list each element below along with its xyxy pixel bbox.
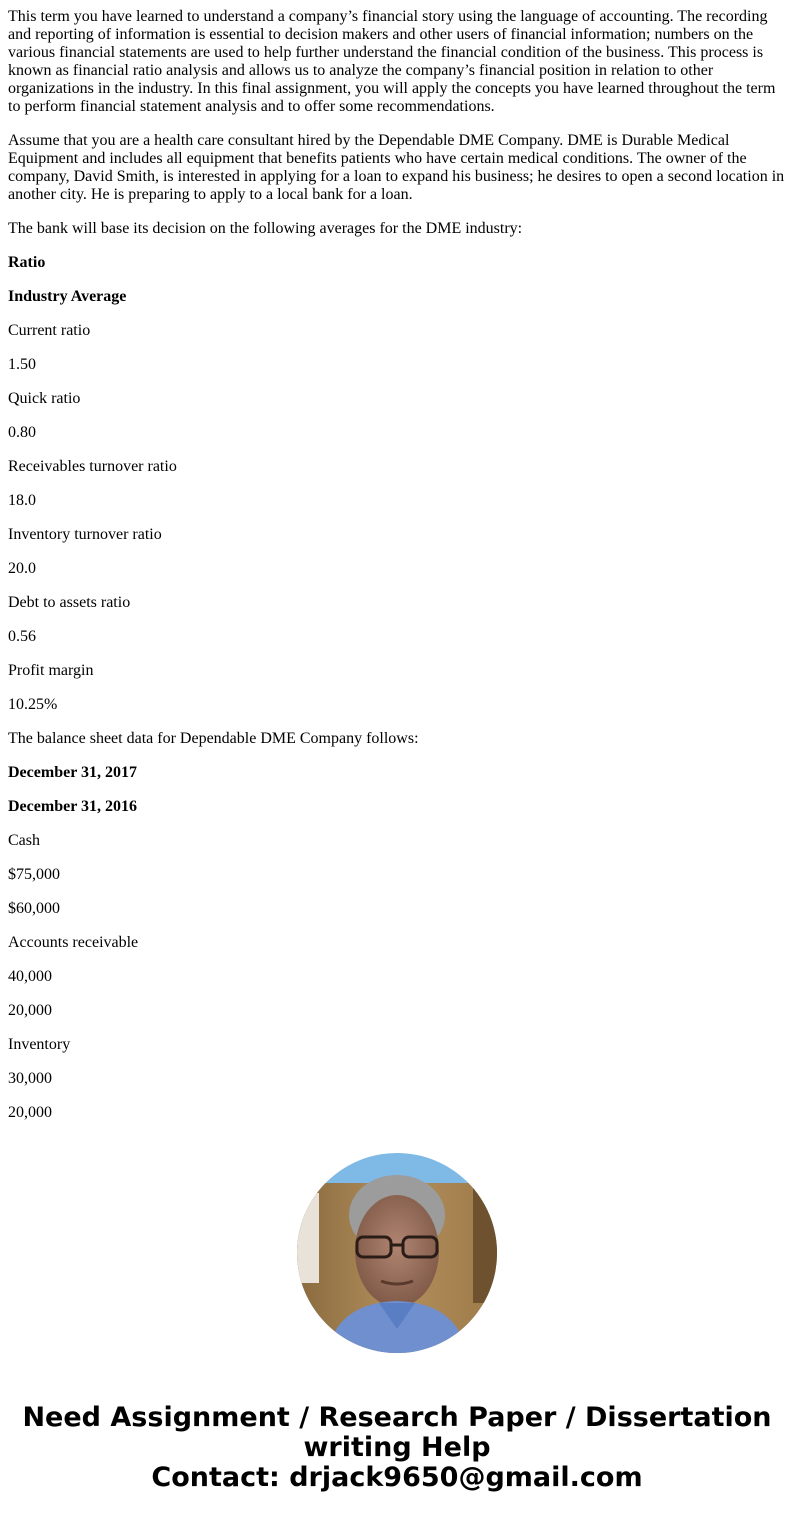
ratio-name: Quick ratio	[8, 390, 81, 407]
balance-value-2017: 30,000	[8, 1070, 52, 1087]
balance-value-2016: $60,000	[8, 900, 60, 917]
balance-col-2017-header: December 31, 2017	[8, 764, 137, 781]
avatar	[297, 1153, 497, 1353]
ratio-name: Inventory turnover ratio	[8, 526, 162, 543]
industry-average-header: Industry Average	[8, 288, 127, 305]
balance-col-2016-header: December 31, 2016	[8, 798, 137, 815]
balance-value-2017: 40,000	[8, 968, 52, 985]
balance-value-2016: 20,000	[8, 1002, 52, 1019]
ratio-value: 0.80	[8, 424, 36, 441]
balance-item-name: Cash	[8, 832, 40, 849]
footer-contact-email: Contact: drjack9650@gmail.com	[151, 1462, 643, 1493]
avatar-photo	[297, 1153, 497, 1353]
balance-sheet-intro: The balance sheet data for Dependable DME Company follows:	[8, 730, 419, 747]
contact-footer	[0, 1403, 794, 1493]
balance-item-name: Inventory	[8, 1036, 71, 1053]
balance-item-name: Accounts receivable	[8, 934, 139, 951]
intro-paragraph-2: Assume that you are a health care consultant hired by the Dependable DME Company. DME is Durable Medical Equipment and includes all equipment that benefits patients who have certain medical conditions. The owner of the company, David Smith, is interested in applying for a loan to expand his business; he desires to open a second location in another city. He is preparing to apply to a local bank for a loan.	[8, 132, 785, 203]
ratio-header: Ratio	[8, 254, 46, 271]
ratio-value: 18.0	[8, 492, 36, 509]
footer-line-1: Need Assignment / Research Paper / Dissertation	[22, 1402, 772, 1433]
intro-paragraph-1: This term you have learned to understand a company’s financial story using the language of accounting. The recording and reporting of information is essential to decision makers and other users of financial information; numbers on the various financial statements are used to help further understand the financial condition of the business. This process is known as financial ratio analysis and allows us to analyze the company’s financial position in relation to other organizations in the industry. In this final assignment, you will apply the concepts you have learned throughout the term to perform financial statement analysis and to offer some recommendations.	[8, 8, 776, 115]
ratio-name: Current ratio	[8, 322, 91, 339]
ratio-name: Profit margin	[8, 662, 94, 679]
balance-value-2016: 20,000	[8, 1104, 52, 1121]
ratio-name: Receivables turnover ratio	[8, 458, 177, 475]
ratio-name: Debt to assets ratio	[8, 594, 131, 611]
ratio-value: 1.50	[8, 356, 36, 373]
ratio-value: 20.0	[8, 560, 36, 577]
intro-paragraph-3: The bank will base its decision on the following averages for the DME industry:	[8, 220, 523, 237]
balance-value-2017: $75,000	[8, 866, 60, 883]
ratio-value: 0.56	[8, 628, 36, 645]
footer-line-2: writing Help	[303, 1432, 491, 1463]
ratio-value: 10.25%	[8, 696, 58, 713]
